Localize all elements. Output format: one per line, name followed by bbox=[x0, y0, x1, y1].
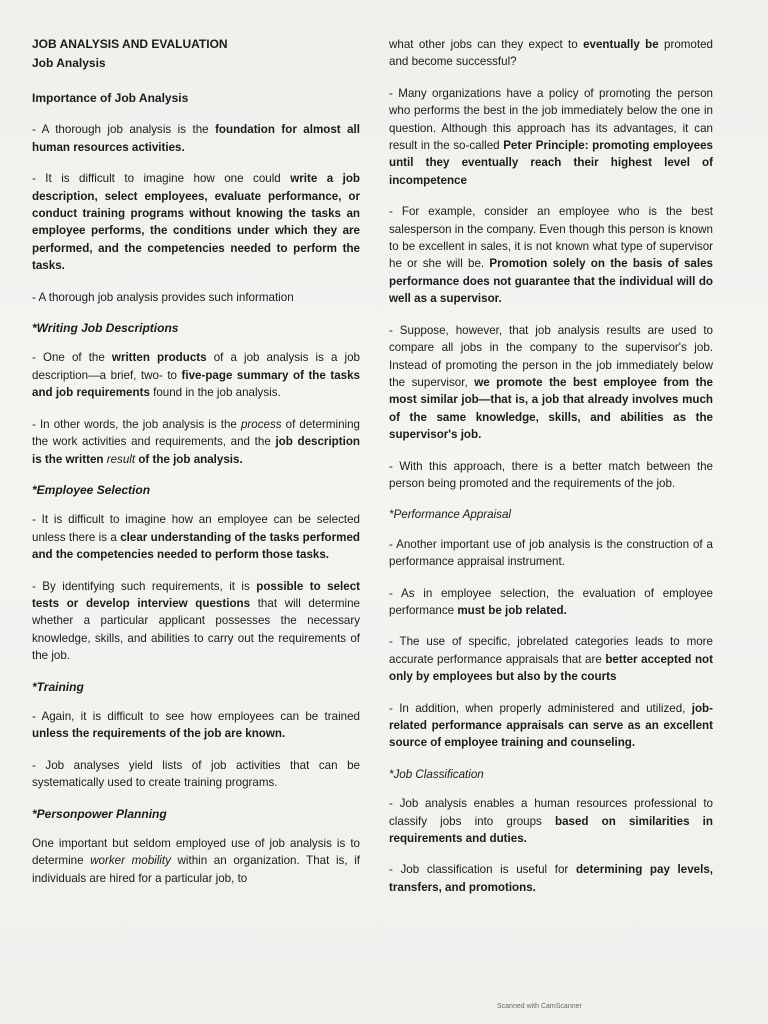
section-title: Job Analysis bbox=[32, 56, 106, 70]
paragraph: - One of the written products of a job analysis is a job description—a brief, two- to five-page summary of the tasks and job requirements found in the job analysis. bbox=[32, 351, 361, 400]
paragraph: - Suppose, however, that job analysis results are used to compare all jobs in the company to the supervisor's job. Instead of promoting the person in the job immediately below the supervisor, we promote the best employee from the most similar job—that is, a job that already involves much of the same knowledge, skills, and abilities as the supervisor's job. bbox=[389, 323, 713, 442]
paragraph: - With this approach, there is a better match between the person being promoted and the requirements of the job. bbox=[389, 459, 713, 490]
paragraph: - Again, it is difficult to see how employees can be trained unless the requirements of the job are known. bbox=[32, 709, 360, 741]
paragraph: - It is difficult to imagine how one could write a job description, select employees, evaluate performance, or conduct training programs without knowing the tasks an employee performs, the conditions under which they are performed, and the competencies needed to perform the tasks. bbox=[32, 172, 360, 273]
paragraph: - A thorough job analysis is the foundation for almost all human resources activities. bbox=[32, 123, 360, 154]
paragraph: - Job analyses yield lists of job activities that can be systematically used to create training programs. bbox=[32, 758, 360, 790]
personpower-heading: *Personpower Planning bbox=[32, 806, 167, 821]
training-heading: *Training bbox=[32, 679, 84, 694]
paragraph: - Many organizations have a policy of promoting the person who performs the best in the job immediately below the one in question. Although this approach has its advantages, it can result in the so-called Peter Principle: promoting employees until they eventually reach their highest level of incompetence bbox=[389, 86, 713, 187]
paragraph: One important but seldom employed use of job analysis is to determine worker mobility within an organization. That is, if individuals are hired for a particular job, to bbox=[32, 837, 360, 885]
paragraph: - The use of specific, jobrelated categories leads to more accurate performance appraisals that are better accepted not only by employees but also by the courts bbox=[389, 635, 713, 684]
writing-heading: *Writing Job Descriptions bbox=[32, 321, 179, 336]
paragraph: - In other words, the job analysis is the process of determining the work activities and requirements, and the job description is the written result of the job analysis. bbox=[32, 417, 360, 466]
document-title: JOB ANALYSIS AND EVALUATION bbox=[32, 37, 228, 51]
paragraph: - Job classification is useful for determining pay levels, transfers, and promotions. bbox=[389, 863, 713, 894]
importance-heading: Importance of Job Analysis bbox=[32, 91, 189, 105]
paragraph: - For example, consider an employee who is the best salesperson in the company. Even though this person is known to be excellent in sales, it is not known what type of supervisor he or she will be. Promotion solely on the basis of sales performance does not guarantee that the individual will do well as a supervisor. bbox=[389, 205, 713, 306]
paragraph: - As in employee selection, the evaluation of employee performance must be job related. bbox=[389, 586, 713, 617]
classification-heading: *Job Classification bbox=[389, 767, 484, 781]
paragraph: - It is difficult to imagine how an employee can be selected unless there is a clear understanding of the tasks performed and the competencies needed to perform those tasks. bbox=[32, 513, 360, 562]
left-column bbox=[32, 36, 360, 901]
scanner-watermark: Scanned with CamScanner bbox=[497, 1003, 582, 1010]
paragraph: - In addition, when properly administered and utilized, job-related performance appraisals can serve as an excellent source of employee training and counseling. bbox=[389, 701, 713, 750]
selection-heading: *Employee Selection bbox=[32, 482, 151, 497]
paragraph: - A thorough job analysis provides such information bbox=[32, 290, 294, 304]
appraisal-heading: *Performance Appraisal bbox=[389, 508, 512, 522]
right-column bbox=[389, 36, 713, 910]
paragraph: - By identifying such requirements, it is possible to select tests or develop interview questions that will determine whether a particular applicant possesses the necessary knowledge, skills, and abilities to carry out the requirements of the job. bbox=[32, 579, 361, 663]
paragraph: - Job analysis enables a human resources professional to classify jobs into groups based on similarities in requirements and duties. bbox=[389, 797, 713, 846]
paragraph: - Another important use of job analysis is the construction of a performance appraisal instrument. bbox=[389, 537, 713, 569]
paragraph: what other jobs can they expect to eventually be promoted and become successful? bbox=[389, 38, 714, 69]
